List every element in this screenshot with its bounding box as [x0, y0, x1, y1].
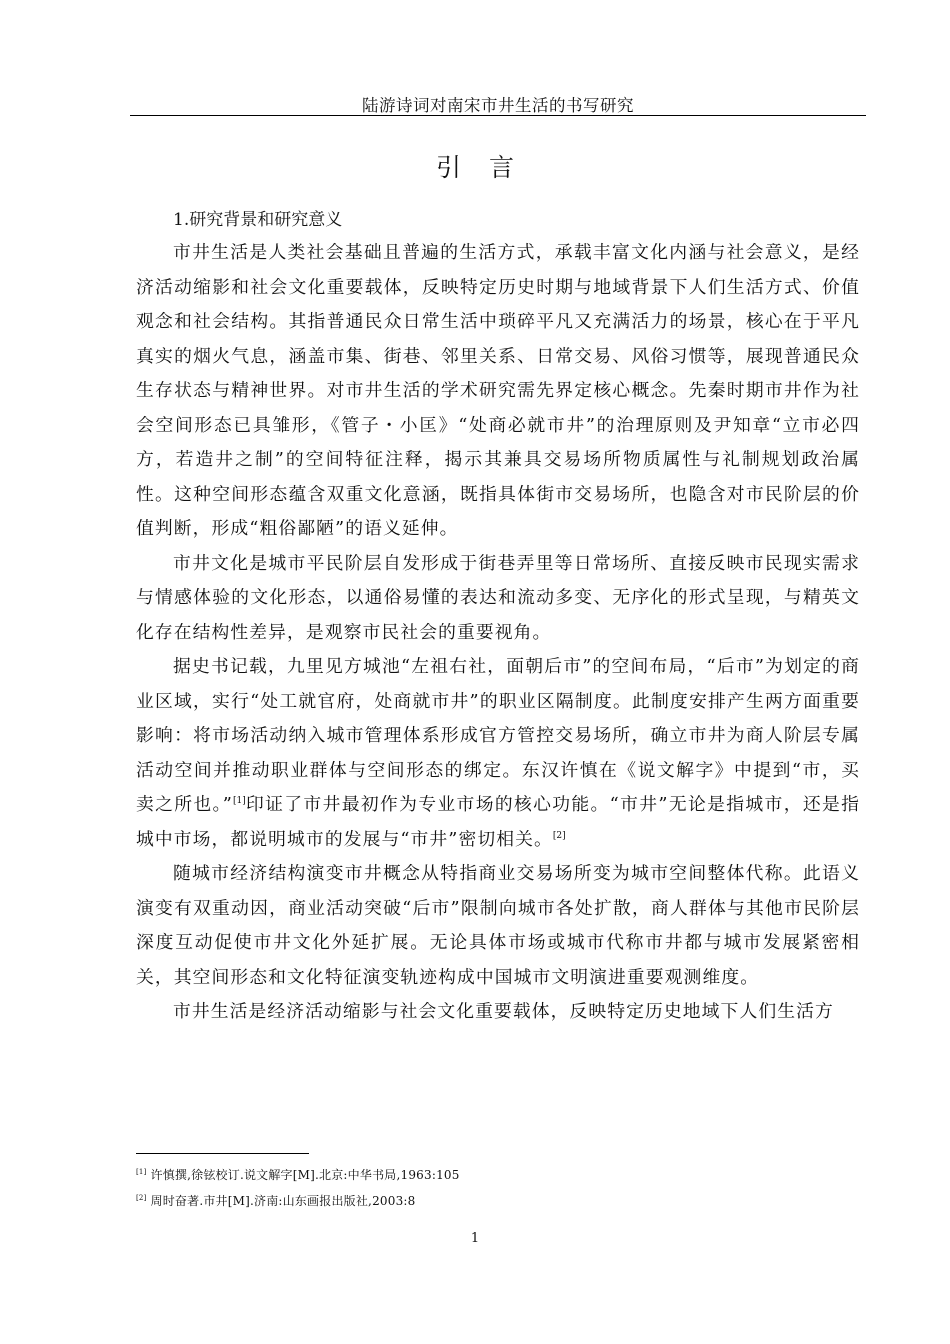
paragraph-5: 市井生活是经济活动缩影与社会文化重要载体，反映特定历史地域下人们生活方 [173, 1001, 834, 1022]
footnote-2 [136, 1192, 416, 1209]
footnote-2-mark: [2] [136, 1194, 147, 1202]
paragraph-3 [136, 650, 860, 857]
paragraph-1: 市井生活是人类社会基础且普遍的生活方式，承载丰富文化内涵与社会意义，是经济活动缩影和社会文化重要载体，反映特定历史时期与地域背景下人们生活方式、价值观念和社会结构。其指普通民众日常生活中琐碎平凡又充满活力的场景，核心在于平凡真实的烟火气息，涵盖市集、街巷、邻里关系、日常交易、风俗习惯等，展现普通民众生存状态与精神世界。对市井生活的学术研究需先界定核心概念。先秦时期市井作为社会空间形态已具雏形，《管子・小匡》“处商必就市井”的治理原则及尹知章“立市必四方，若造井之制”的空间特征注释，揭示其兼具交易场所物质属性与礼制规划政治属性。这种空间形态蕴含双重文化意涵，既指具体街市交易场所，也隐含对市民阶层的价值判断，形成“粗俗鄙陋”的语义延伸。 [136, 242, 860, 539]
footnote-1-mark: [1] [136, 1168, 147, 1176]
body-text [136, 236, 860, 1030]
paragraph-2: 市井文化是城市平民阶层自发形成于街巷弄里等日常场所、直接反映市民现实需求与情感体验的文化形态，以通俗易懂的表达和流动多变、无序化的形式呈现，与精英文化存在结构性差异，是观察市民社会的重要视角。 [136, 552, 860, 643]
paragraph-4: 随城市经济结构演变市井概念从特指商业交易场所变为城市空间整体代称。此语义演变有双重动因，商业活动突破“后市”限制向城市各处扩散，商人群体与其他市民阶层深度互动促使市井文化外延扩展。无论具体市场或城市代称市井都与城市发展紧密相关，其空间形态和文化特征演变轨迹构成中国城市文明演进重要观测维度。 [136, 863, 860, 988]
footnote-2-text: 周时奋著.市井[M].济南:山东画报出版社,2003:8 [150, 1194, 416, 1208]
page-number: 1 [470, 1231, 480, 1246]
citation-2[interactable]: [2] [552, 830, 566, 841]
header-rule [130, 115, 866, 116]
paragraph-3-part-a: 据史书记载，九里见方城池“左祖右社，面朝后市”的空间布局，“后市”为划定的商业区域，实行“处工就官府，处商就市井”的职业区隔制度。此制度安排产生两方面重要影响：将市场活动纳入城市管理体系形成官方管控交易场所，确立市井为商人阶层专属活动空间并推动职业群体与空间形态的绑定。东汉许慎在《说文解字》中提到“市，买卖之所也。” [136, 656, 860, 815]
section-heading: 1.研究背景和研究意义 [173, 210, 343, 230]
citation-1[interactable]: [1] [233, 796, 246, 807]
footnote-1 [136, 1166, 460, 1183]
page-title: 引言 [435, 153, 542, 182]
footnote-1-text: 许慎撰,徐铉校订.说文解字[M].北京:中华书局,1963:105 [150, 1168, 460, 1182]
paragraph-3-part-b: 印证了市井最初作为专业市场的核心功能。“市井”无论是指城市，还是指城中市场，都说明城市的发展与“市井”密切相关。 [136, 794, 860, 850]
running-header: 陆游诗词对南宋市井生活的书写研究 [362, 96, 634, 115]
footnote-rule [136, 1153, 309, 1154]
